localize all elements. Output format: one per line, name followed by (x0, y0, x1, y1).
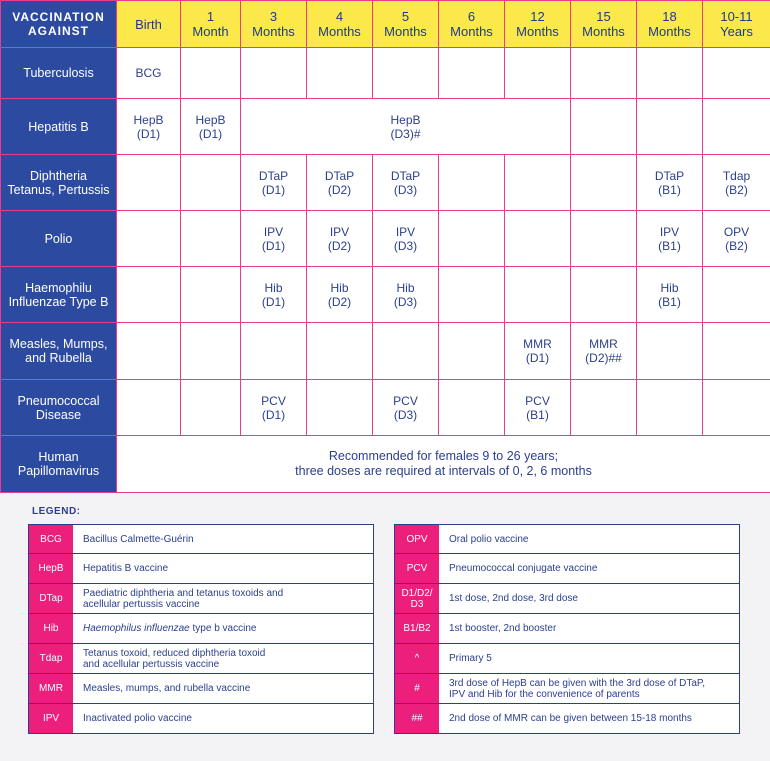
empty-cell (703, 380, 770, 436)
empty-cell (439, 48, 505, 99)
empty-cell (307, 323, 373, 380)
legend-description: 1st dose, 2nd dose, 3rd dose (449, 593, 578, 604)
empty-cell (117, 323, 181, 380)
empty-cell (181, 211, 241, 267)
legend-description: 3rd dose of HepB can be given with the 3rd dose of DTaP, IPV and Hib for the convenience of parents (449, 677, 706, 700)
legend-right-column (394, 524, 740, 734)
legend-code: PCV (395, 554, 440, 583)
legend-row (394, 524, 740, 554)
disease-label: Human Papillomavirus (1, 436, 117, 493)
empty-cell (117, 380, 181, 436)
dose-cell: HepB (D1) (181, 99, 241, 155)
legend-row (394, 614, 740, 644)
legend-description: Oral polio vaccine (449, 533, 529, 545)
empty-cell (181, 323, 241, 380)
schedule-row (1, 155, 770, 211)
empty-cell (703, 48, 770, 99)
legend-code: B1/B2 (395, 614, 440, 643)
legend-description: Paediatric diphtheria and tetanus toxoids and acellular pertussis vaccine (83, 587, 284, 610)
legend-code: DTap (29, 584, 74, 613)
disease-label: Hepatitis B (1, 99, 117, 155)
legend-row (28, 644, 374, 674)
age-header: 10-11 Years (703, 1, 770, 48)
legend-code: ## (395, 704, 440, 733)
dose-cell: BCG (117, 48, 181, 99)
empty-cell (505, 211, 571, 267)
disease-label: Tuberculosis (1, 48, 117, 99)
legend-description: Hepatitis B vaccine (83, 563, 169, 574)
legend-row (394, 554, 740, 584)
age-header: 5 Months (373, 1, 439, 48)
dose-cell: Hib (D1) (241, 267, 307, 323)
dose-cell: IPV (B1) (637, 211, 703, 267)
hpv-recommendation-note: Recommended for females 9 to 26 years; three doses are required at intervals of 0, 2, 6 months (117, 436, 770, 493)
empty-cell (117, 155, 181, 211)
legend-description (74, 614, 373, 643)
legend-row (28, 554, 374, 584)
dose-cell: PCV (B1) (505, 380, 571, 436)
schedule-row (1, 436, 770, 493)
legend-code: IPV (29, 704, 74, 733)
dose-cell: MMR (D2)## (571, 323, 637, 380)
legend-code: HepB (29, 554, 74, 583)
age-header: 12 Months (505, 1, 571, 48)
legend-description: 2nd dose of MMR can be given between 15-18 months (449, 713, 692, 724)
disease-label: Polio (1, 211, 117, 267)
empty-cell (439, 267, 505, 323)
empty-cell (439, 155, 505, 211)
header-vaccination-against: VACCINATION AGAINST (1, 1, 117, 48)
dose-cell: OPV (B2) (703, 211, 770, 267)
dose-cell: MMR (D1) (505, 323, 571, 380)
empty-cell (505, 267, 571, 323)
dose-cell: Hib (D3) (373, 267, 439, 323)
disease-label: Haemophilu Influenzae Type B (1, 267, 117, 323)
empty-cell (505, 48, 571, 99)
schedule-row (1, 380, 770, 436)
age-header: 15 Months (571, 1, 637, 48)
empty-cell (307, 380, 373, 436)
empty-cell (571, 267, 637, 323)
empty-cell (117, 267, 181, 323)
empty-cell (571, 211, 637, 267)
empty-cell (703, 323, 770, 380)
legend-description-rest: type b vaccine (189, 623, 257, 634)
age-header: 4 Months (307, 1, 373, 48)
empty-cell (181, 267, 241, 323)
empty-cell (181, 48, 241, 99)
age-header: 6 Months (439, 1, 505, 48)
dose-cell: Tdap (B2) (703, 155, 770, 211)
legend-code: ^ (395, 644, 440, 673)
legend-description: Pneumococcal conjugate vaccine (449, 563, 598, 574)
empty-cell (181, 380, 241, 436)
empty-cell (373, 48, 439, 99)
legend-left-column (28, 524, 374, 734)
dose-cell: DTaP (D3) (373, 155, 439, 211)
empty-cell (241, 48, 307, 99)
age-header: 18 Months (637, 1, 703, 48)
empty-cell (571, 48, 637, 99)
legend-row (28, 614, 374, 644)
legend-row (394, 674, 740, 704)
dose-cell: IPV (D3) (373, 211, 439, 267)
empty-cell (637, 323, 703, 380)
legend-code: Tdap (29, 644, 74, 673)
legend-row (28, 584, 374, 614)
schedule-body (1, 48, 770, 493)
legend (26, 506, 742, 738)
empty-cell (439, 211, 505, 267)
disease-label: Pneumococcal Disease (1, 380, 117, 436)
legend-description: Inactivated polio vaccine (83, 713, 192, 724)
legend-code: Hib (29, 614, 74, 643)
age-header: 1 Month (181, 1, 241, 48)
empty-cell (181, 155, 241, 211)
empty-cell (637, 48, 703, 99)
empty-cell (373, 323, 439, 380)
schedule-row (1, 267, 770, 323)
age-header: Birth (117, 1, 181, 48)
legend-description: Primary 5 (449, 653, 492, 664)
legend-code: MMR (29, 674, 74, 703)
empty-cell (703, 267, 770, 323)
dose-cell: Hib (D2) (307, 267, 373, 323)
legend-row (394, 704, 740, 734)
dose-cell: DTaP (D1) (241, 155, 307, 211)
legend-code: BCG (29, 525, 74, 553)
legend-row (28, 704, 374, 734)
empty-cell (307, 48, 373, 99)
schedule-row (1, 323, 770, 380)
empty-cell (571, 155, 637, 211)
schedule-row (1, 48, 770, 99)
empty-cell (571, 99, 637, 155)
empty-cell (703, 99, 770, 155)
dose-cell: IPV (D1) (241, 211, 307, 267)
empty-cell (117, 211, 181, 267)
empty-cell (439, 323, 505, 380)
legend-row (394, 584, 740, 614)
dose-cell: HepB (D1) (117, 99, 181, 155)
empty-cell (637, 99, 703, 155)
empty-cell (241, 323, 307, 380)
dose-cell: IPV (D2) (307, 211, 373, 267)
legend-description: Tetanus toxoid, reduced diphtheria toxoid and acellular pertussis vaccine (83, 647, 266, 670)
dose-cell: Hib (B1) (637, 267, 703, 323)
disease-label: Measles, Mumps, and Rubella (1, 323, 117, 380)
disease-label: Diphtheria Tetanus, Pertussis (1, 155, 117, 211)
dose-cell: DTaP (B1) (637, 155, 703, 211)
empty-cell (571, 380, 637, 436)
empty-cell (505, 155, 571, 211)
dose-cell: PCV (D1) (241, 380, 307, 436)
legend-description: Bacillus Calmette-Guérin (83, 533, 194, 545)
legend-description-italic: Haemophilus influenzae (83, 623, 190, 634)
legend-code: # (395, 674, 440, 703)
schedule-row (1, 211, 770, 267)
legend-code: D1/D2/ D3 (395, 584, 440, 613)
legend-description: 1st booster, 2nd booster (449, 623, 557, 634)
legend-title: LEGEND: (32, 506, 81, 517)
legend-code: OPV (395, 525, 440, 553)
age-header: 3 Months (241, 1, 307, 48)
legend-description: Measles, mumps, and rubella vaccine (83, 683, 251, 694)
legend-row (28, 524, 374, 554)
dose-cell: DTaP (D2) (307, 155, 373, 211)
empty-cell (439, 380, 505, 436)
dose-cell: PCV (D3) (373, 380, 439, 436)
schedule-row (1, 99, 770, 155)
empty-cell (637, 380, 703, 436)
dose-cell: HepB (D3)# (241, 99, 571, 155)
legend-row (28, 674, 374, 704)
legend-row (394, 644, 740, 674)
